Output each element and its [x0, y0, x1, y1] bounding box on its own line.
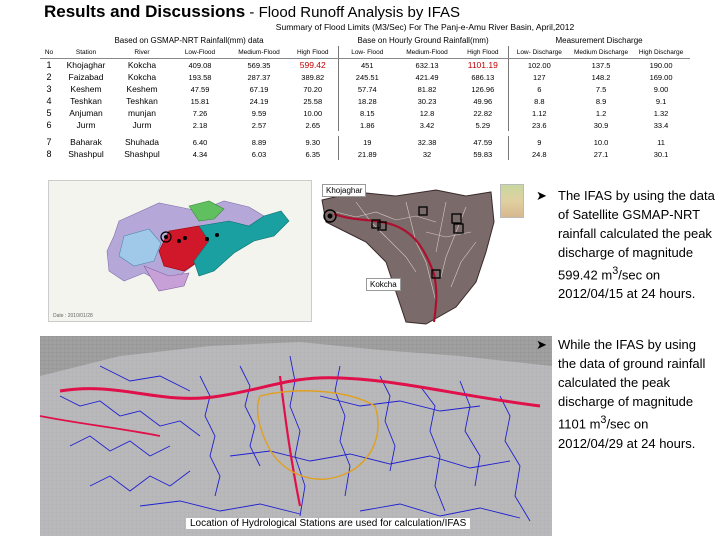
- table-cell: 11: [657, 137, 665, 147]
- gridded-network-graphic: [40, 336, 552, 536]
- table-cell: 686.13: [458, 71, 508, 83]
- table-cell: 1: [46, 60, 52, 70]
- column-header: Low-Flood: [170, 46, 230, 59]
- regional-map: [48, 180, 312, 322]
- slide-title-main: Results and Discussions: [44, 2, 246, 21]
- group-measurement: Measurement Discharge: [555, 35, 643, 45]
- table-cell: 148.2: [591, 72, 611, 82]
- finding-ground-text: While the IFAS by using the data of ground rainfall calculated the peak discharge of magnitude 1101 m: [558, 337, 706, 432]
- table-cell: 245.51: [355, 72, 379, 82]
- column-header: High Flood: [458, 46, 508, 59]
- table-row: [40, 59, 690, 72]
- table-cell: 2: [46, 72, 52, 82]
- map-caption: Location of Hydrological Stations are used for calculation/IFAS: [186, 518, 470, 529]
- table-cell: 193.58: [188, 72, 212, 82]
- column-header: High Flood: [288, 46, 338, 59]
- column-header: Medium-Flood: [396, 46, 458, 59]
- finding-gsmap-sup: 3: [612, 265, 619, 277]
- table-cell: Anjuman: [69, 108, 103, 118]
- table-cell: 5.29: [458, 119, 508, 131]
- table-cell: 4.34: [192, 149, 208, 159]
- table-cell: 15.81: [190, 96, 210, 106]
- table-cell: 409.08: [188, 60, 212, 70]
- table-cell: 5: [46, 108, 52, 118]
- table-cell: 24.19: [249, 96, 269, 106]
- table-cell: munjan: [128, 108, 156, 118]
- table-cell: 6.03: [251, 149, 267, 159]
- table-cell: Jurm: [132, 120, 152, 130]
- table-caption: Summary of Flood Limits (M3/Sec) For The Panj-e-Amu River Basin, April,2012: [275, 22, 575, 32]
- table-cell: 49.96: [458, 95, 508, 107]
- table-row: [40, 136, 690, 148]
- table-cell: 8: [46, 149, 52, 159]
- table-cell: Teshkan: [70, 96, 102, 106]
- table-cell: 81.82: [417, 84, 437, 94]
- table-cell: Kokcha: [127, 72, 157, 82]
- table-cell: 9.59: [251, 108, 267, 118]
- slide-title-sub: - Flood Runoff Analysis by IFAS: [245, 4, 461, 21]
- table-cell: 7: [46, 137, 52, 147]
- table-cell: 22.82: [458, 107, 508, 119]
- table-cell: 12.8: [419, 108, 435, 118]
- table-cell: 126.96: [458, 83, 508, 95]
- table-cell: 6: [46, 120, 52, 130]
- kokcha-label: Kokcha: [366, 278, 401, 291]
- table-cell: 1101.19: [458, 59, 508, 72]
- table-cell: Jurm: [76, 120, 96, 130]
- flood-limits-table: [40, 34, 690, 160]
- finding-gsmap: [536, 186, 716, 303]
- table-cell: 1.12: [531, 108, 547, 118]
- table-cell: 7.5: [595, 84, 607, 94]
- table-cell: 10.00: [288, 107, 338, 119]
- column-header: River: [114, 46, 170, 59]
- table-cell: 451: [361, 60, 374, 70]
- table-cell: 3: [46, 84, 52, 94]
- table-cell: 30.1: [653, 149, 669, 159]
- table-cell: 33.4: [653, 120, 669, 130]
- finding-ground-sup: 3: [600, 414, 607, 427]
- table-cell: 6: [537, 84, 542, 94]
- table-cell: 21.89: [357, 149, 377, 159]
- table-column-header: [40, 46, 690, 59]
- table-row: [40, 95, 690, 107]
- table-cell: 102.00: [527, 60, 551, 70]
- table-cell: 632.13: [415, 60, 439, 70]
- table-cell: 19: [363, 137, 372, 147]
- table-cell: 9.1: [655, 96, 667, 106]
- table-cell: 27.1: [593, 149, 609, 159]
- finding-ground: [536, 335, 716, 452]
- group-ground: Base on Hourly Ground Rainfall(mm): [357, 35, 489, 45]
- gridded-network-map: [40, 336, 552, 536]
- elevation-legend: [500, 184, 524, 218]
- table-cell: 9.30: [288, 136, 338, 148]
- table-row: [40, 71, 690, 83]
- region-date-text: Date : 2010/01/28: [53, 313, 93, 319]
- table-cell: 25.58: [288, 95, 338, 107]
- table-cell: 3.42: [419, 120, 435, 130]
- column-header: Station: [58, 46, 114, 59]
- regional-map-graphic: [49, 181, 311, 321]
- table-row: [40, 107, 690, 119]
- table-cell: Keshem: [70, 84, 102, 94]
- table-cell: 8.8: [534, 96, 545, 106]
- table-cell: 32.38: [417, 137, 437, 147]
- table-cell: 24.8: [531, 149, 547, 159]
- table-cell: Keshem: [126, 84, 158, 94]
- table-cell: 59.83: [458, 148, 508, 160]
- table-cell: 169.00: [649, 72, 673, 82]
- table-cell: 10.0: [593, 137, 609, 147]
- column-header: Low- Discharge: [508, 46, 570, 59]
- table-cell: 1.32: [653, 108, 669, 118]
- table-cell: Kokcha: [127, 60, 157, 70]
- table-cell: Teshkan: [126, 96, 158, 106]
- table-cell: 2.57: [251, 120, 267, 130]
- table-cell: 137.5: [591, 60, 611, 70]
- table-cell: 57.74: [357, 84, 377, 94]
- table-cell: Shashpul: [68, 149, 104, 159]
- table-cell: 2.65: [288, 119, 338, 131]
- table-cell: 6.35: [288, 148, 338, 160]
- table-cell: 4: [46, 96, 52, 106]
- table-cell: 23.6: [531, 120, 547, 130]
- column-header: Medium-Flood: [230, 46, 288, 59]
- arrow-bullet-icon: ➤: [536, 337, 547, 353]
- table-cell: 287.37: [247, 72, 271, 82]
- table-cell: 70.20: [288, 83, 338, 95]
- finding-ground-text-end: /sec on 2012/04/29 at 24 hours.: [558, 416, 696, 451]
- column-header: High Discharge: [632, 46, 690, 59]
- finding-gsmap-text-end: /sec on 2012/04/15 at 24 hours.: [558, 267, 696, 302]
- group-gsmap: Based on GSMAP-NRT Rainfall(mm) data: [114, 35, 264, 45]
- table-cell: 1.86: [359, 120, 375, 130]
- table-cell: 30.23: [417, 96, 437, 106]
- column-header: No: [40, 46, 58, 59]
- column-header: Medium Discharge: [570, 46, 632, 59]
- table-cell: 32: [422, 149, 432, 159]
- finding-gsmap-text: The IFAS by using the data of Satellite GSMAP-NRT rainfall calculated the peak discharge of magnitude 599.42 m: [558, 188, 715, 283]
- table-cell: 30.9: [593, 120, 609, 130]
- table-cell: 47.59: [458, 136, 508, 148]
- table-cell: 8.89: [251, 137, 267, 147]
- arrow-bullet-icon: ➤: [536, 188, 547, 203]
- table-cell: Shuhada: [124, 137, 160, 147]
- table-body: [40, 59, 690, 161]
- table-cell: 67.19: [249, 84, 269, 94]
- table-cell: 47.59: [190, 84, 210, 94]
- table-cell: 7.26: [192, 108, 208, 118]
- findings-bullets: [536, 186, 716, 453]
- table-cell: Faizabad: [68, 72, 104, 82]
- table-cell: 8.9: [595, 96, 607, 106]
- table-group-header: [40, 34, 690, 46]
- table-cell: 1.2: [595, 108, 607, 118]
- table-cell: 599.42: [288, 59, 338, 72]
- table-cell: Shashpul: [124, 149, 160, 159]
- table-cell: 389.82: [288, 71, 338, 83]
- table-cell: 2.18: [192, 120, 208, 130]
- column-header: Low- Flood: [338, 46, 396, 59]
- table-cell: Khojaghar: [66, 60, 106, 70]
- table-cell: 190.00: [649, 60, 673, 70]
- table-cell: Baharak: [70, 137, 102, 147]
- table-cell: 9.00: [653, 84, 669, 94]
- khojaghar-label: Khojaghar: [322, 184, 366, 197]
- table-row: [40, 83, 690, 95]
- table-cell: 127: [533, 72, 546, 82]
- flood-limits-table-wrap: [40, 22, 690, 160]
- table-cell: 18.28: [357, 96, 377, 106]
- table-cell: 569.35: [247, 60, 271, 70]
- table-cell: 421.49: [415, 72, 439, 82]
- table-cell: 8.15: [359, 108, 375, 118]
- table-row: [40, 148, 690, 160]
- table-cell: 6.40: [192, 137, 208, 147]
- slide-title: [44, 2, 460, 22]
- table-row: [40, 119, 690, 131]
- table-cell: 9: [537, 137, 542, 147]
